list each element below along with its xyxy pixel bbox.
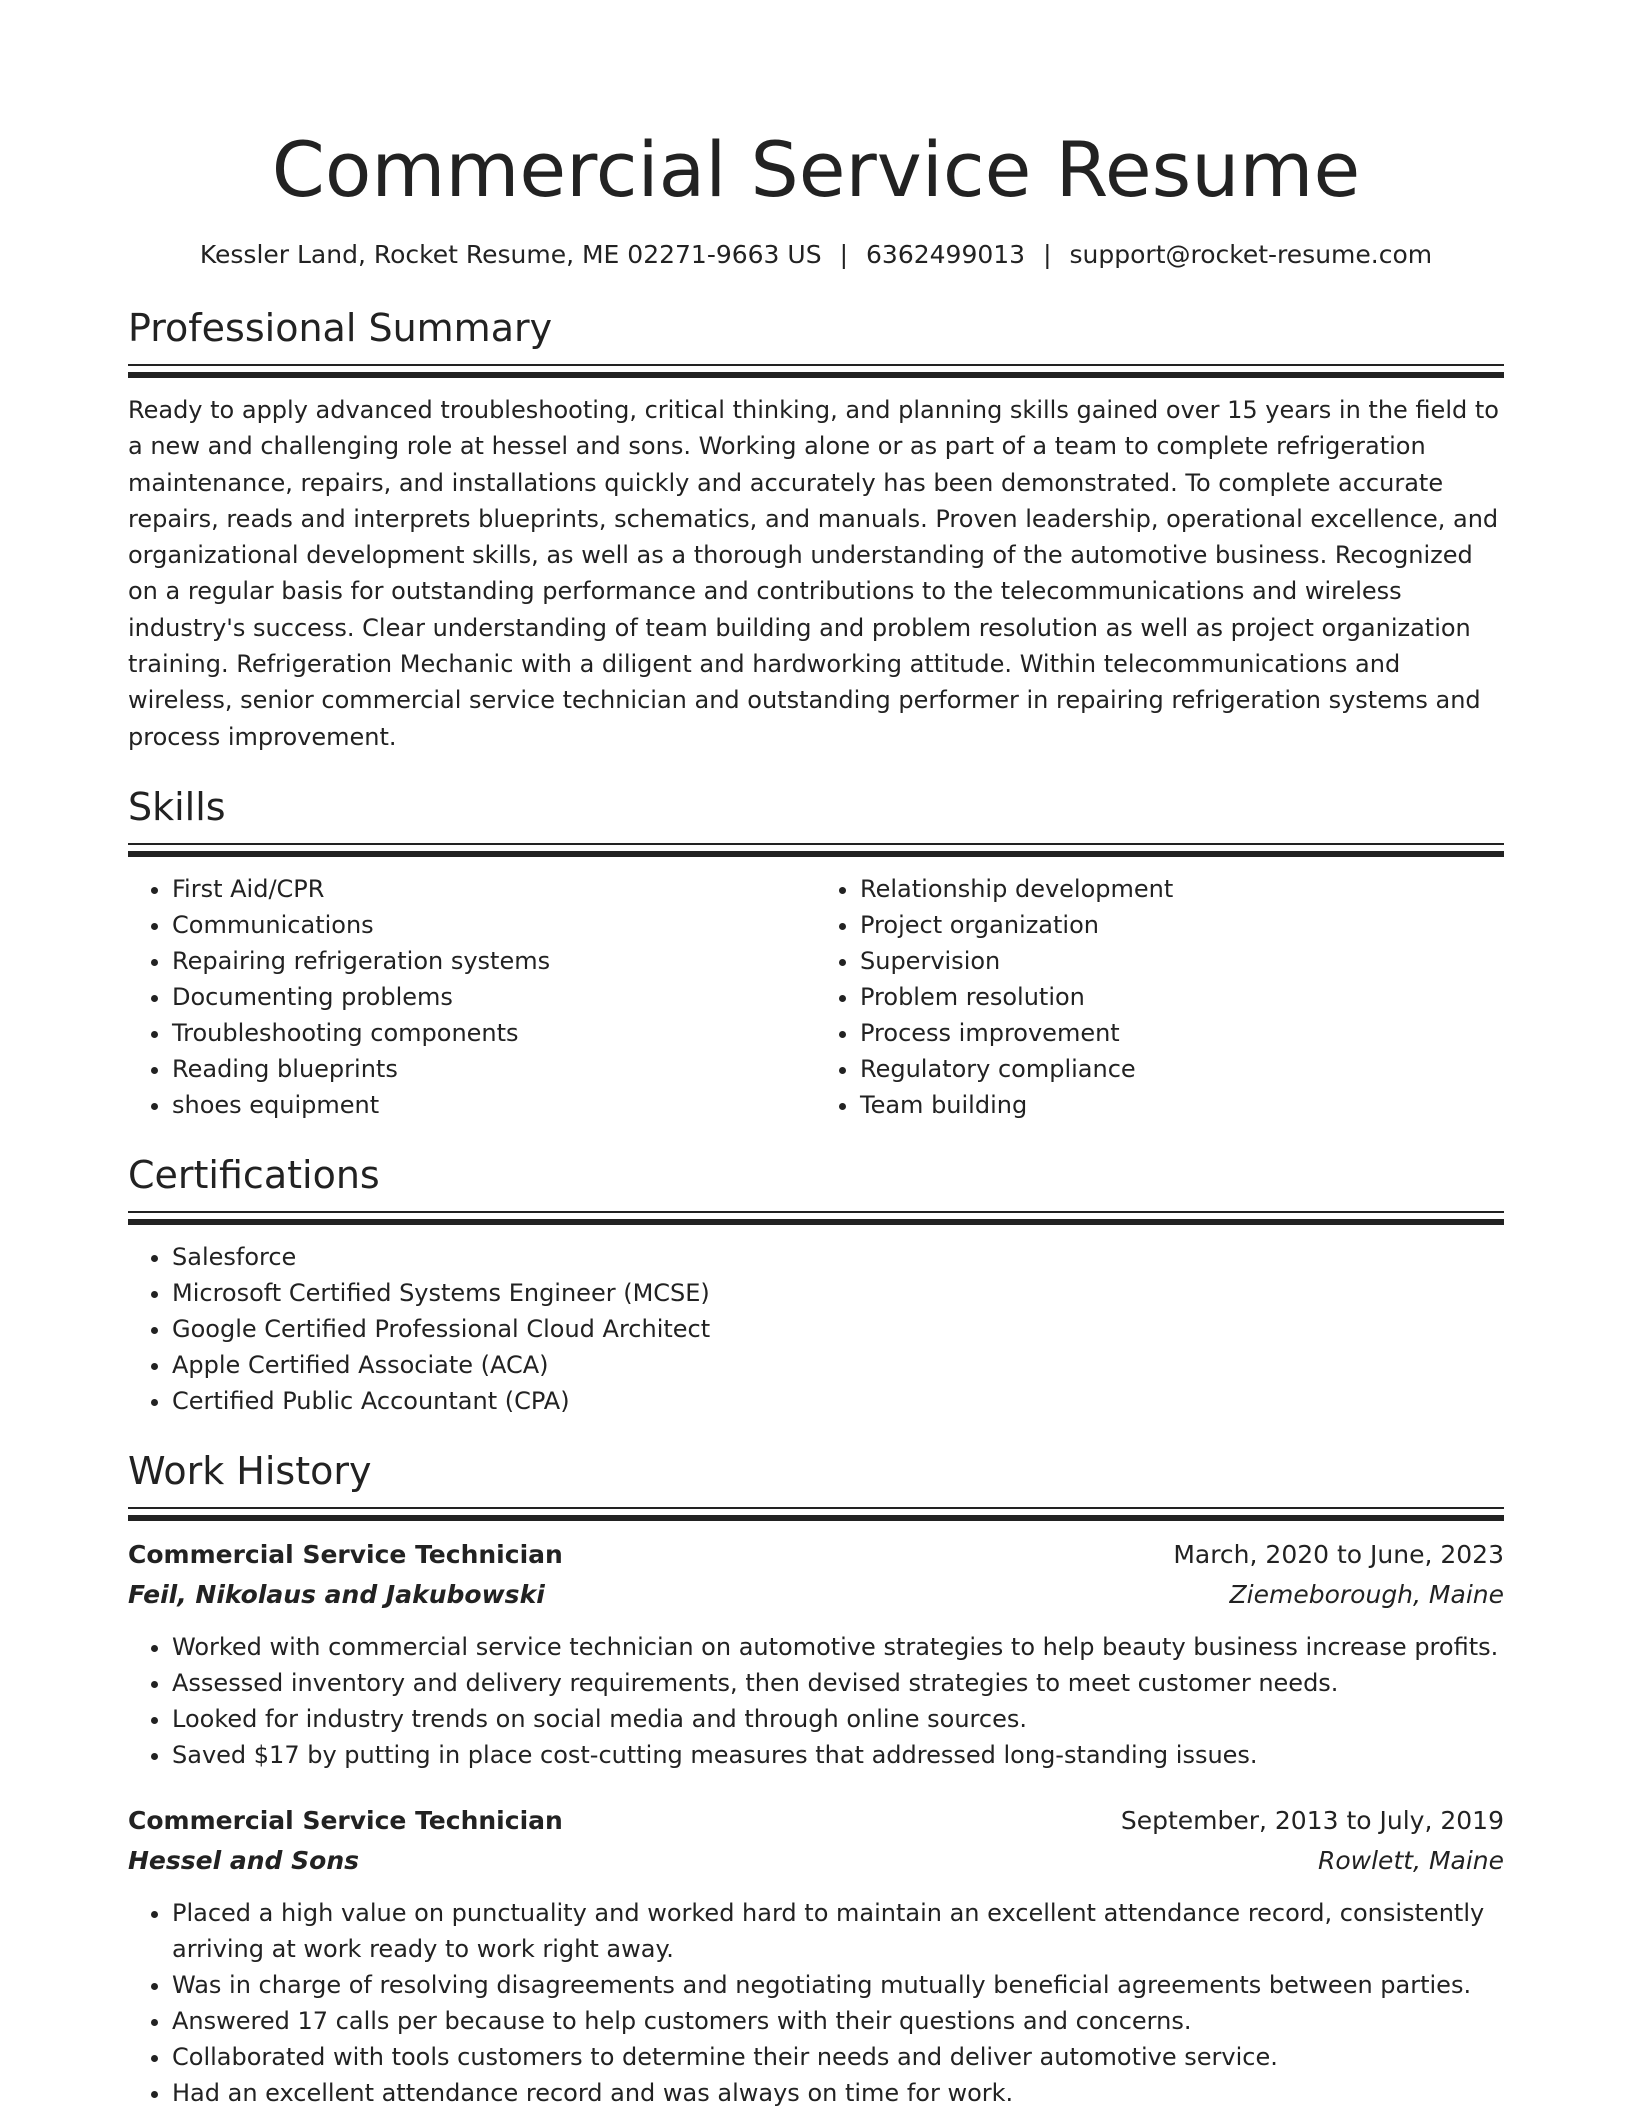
resume-title: Commercial Service Resume — [271, 125, 1361, 214]
section-divider-thick — [128, 372, 1504, 378]
certifications-section — [128, 1151, 1504, 1419]
skill-item: • First Aid/CPR — [172, 871, 816, 907]
skill-item: • Regulatory compliance — [860, 1051, 1504, 1087]
skill-item: • Problem resolution — [860, 979, 1504, 1015]
skill-item: • Relationship development — [860, 871, 1504, 907]
job-bullet: • Was in charge of resolving disagreements and negotiating mutually beneficial agreements between parties. — [172, 1967, 1504, 2003]
skills-section — [128, 783, 1504, 1123]
job-header-row — [128, 1535, 1504, 1575]
summary-section — [128, 304, 1504, 755]
section-divider-thick — [128, 851, 1504, 857]
job-bullet: • Saved $17 by putting in place cost-cutting measures that addressed long-standing issues. — [172, 1737, 1504, 1773]
contact-phone: 6362499013 — [866, 240, 1026, 269]
job-company-row — [128, 1575, 1504, 1615]
section-divider-thick — [128, 1515, 1504, 1521]
skill-item: • Reading blueprints — [172, 1051, 816, 1087]
job-title: Commercial Service Technician — [128, 1805, 563, 1835]
contact-address: Kessler Land, Rocket Resume, ME 02271-9663 US — [199, 240, 822, 269]
certification-item: • Microsoft Certified Systems Engineer (MCSE) — [172, 1275, 1504, 1311]
job-bullet: • Placed a high value on punctuality and worked hard to maintain an excellent attendance record, consistently arriving at work ready to work right away. — [172, 1895, 1504, 1967]
skill-item: • Documenting problems — [172, 979, 816, 1015]
section-divider-thin — [128, 364, 1504, 366]
skill-item: • Troubleshooting components — [172, 1015, 816, 1051]
job-location: Ziemeborough, Maine — [1229, 1579, 1504, 1609]
skill-item: • Project organization — [860, 907, 1504, 943]
job-company: Feil, Nikolaus and Jakubowski — [128, 1579, 545, 1609]
skill-item: • Process improvement — [860, 1015, 1504, 1051]
skills-list-left — [128, 871, 816, 1123]
job-bullet: • Looked for industry trends on social media and through online sources. — [172, 1701, 1504, 1737]
skills-list-right — [816, 871, 1504, 1123]
summary-heading: Professional Summary — [128, 306, 553, 350]
job-header-row — [128, 1801, 1504, 1841]
job-bullet: • Collaborated with tools customers to determine their needs and deliver automotive service. — [172, 2039, 1504, 2075]
certification-item: • Google Certified Professional Cloud Architect — [172, 1311, 1504, 1347]
summary-text: Ready to apply advanced troubleshooting, critical thinking, and planning skills gained over 15 years in the field to a new and challenging role at hessel and sons. Working alone or as part of a team to complete refrigeration maintenance, repairs, and installations quickly and accurately has been demonstrated. To complete accurate repairs, reads and interprets blueprints, schematics, and manuals. Proven leadership, operational excellence, and organizational development skills, as well as a thorough understanding of the automotive business. Recognized on a regular basis for outstanding performance and contributions to the telecommunications and wireless industry's success. Clear understanding of team building and problem resolution as well as project organization training. Refrigeration Mechanic with a diligent and hardworking attitude. Within telecommunications and wireless, senior commercial service technician and outstanding performer in repairing refrigeration systems and process improvement. — [128, 396, 1499, 751]
skill-item: • Communications — [172, 907, 816, 943]
job-entry — [128, 1801, 1504, 2111]
skills-columns — [128, 871, 1504, 1123]
job-title: Commercial Service Technician — [128, 1539, 563, 1569]
section-divider-thin — [128, 1507, 1504, 1509]
certification-item: • Salesforce — [172, 1239, 1504, 1275]
work-history-heading: Work History — [128, 1448, 372, 1493]
contact-separator: | — [1043, 240, 1052, 269]
job-bullets — [128, 1629, 1504, 1773]
job-dates: September, 2013 to July, 2019 — [1120, 1805, 1504, 1835]
contact-email: support@rocket-resume.com — [1069, 240, 1433, 269]
certifications-list — [128, 1239, 1504, 1419]
job-entry — [128, 1535, 1504, 1773]
job-bullets — [128, 1895, 1504, 2111]
job-bullet: • Answered 17 calls per because to help customers with their questions and concerns. — [172, 2003, 1504, 2039]
job-company-row — [128, 1841, 1504, 1881]
certification-item: • Apple Certified Associate (ACA) — [172, 1347, 1504, 1383]
skill-item: • shoes equipment — [172, 1087, 816, 1123]
contact-line — [128, 238, 1504, 272]
section-divider-thin — [128, 843, 1504, 845]
skills-heading: Skills — [128, 784, 226, 829]
certifications-heading: Certifications — [128, 1152, 380, 1197]
work-history-section — [128, 1447, 1504, 2111]
section-divider-thin — [128, 1211, 1504, 1213]
job-company: Hessel and Sons — [128, 1845, 359, 1875]
skill-item: • Repairing refrigeration systems — [172, 943, 816, 979]
skill-item: • Team building — [860, 1087, 1504, 1123]
job-bullet: • Worked with commercial service technician on automotive strategies to help beauty business increase profits. — [172, 1629, 1504, 1665]
certification-item: • Certified Public Accountant (CPA) — [172, 1383, 1504, 1419]
resume-page — [128, 0, 1504, 2111]
contact-separator: | — [839, 240, 849, 269]
job-bullet: • Had an excellent attendance record and was always on time for work. — [172, 2075, 1504, 2111]
job-dates: March, 2020 to June, 2023 — [1173, 1539, 1504, 1569]
skill-item: • Supervision — [860, 943, 1504, 979]
job-location: Rowlett, Maine — [1318, 1845, 1504, 1875]
job-bullet: • Assessed inventory and delivery requirements, then devised strategies to meet customer needs. — [172, 1665, 1504, 1701]
section-divider-thick — [128, 1219, 1504, 1225]
